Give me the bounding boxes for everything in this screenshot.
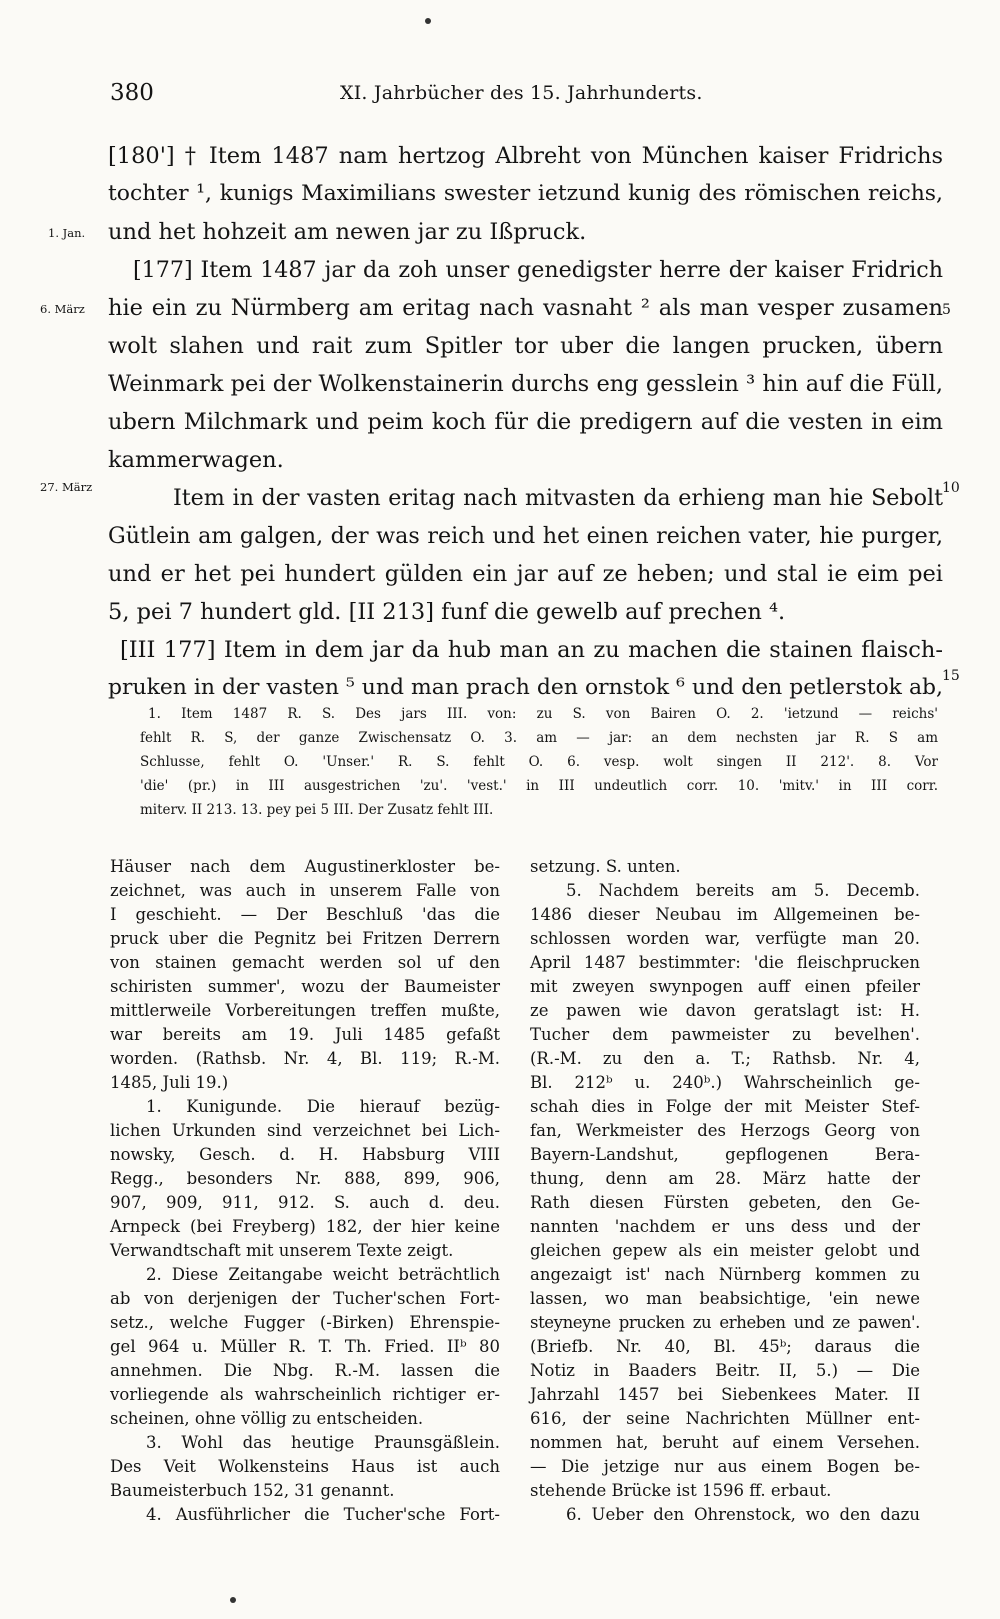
footnote-line: vorliegende als wahrscheinlich richtiger er-	[110, 1385, 500, 1404]
footnote-line: schah dies in Folge der mit Meister Stef-	[530, 1097, 920, 1116]
footnote-line: 4. Ausführlicher die Tucher'sche Fort-	[146, 1505, 500, 1524]
footnote-line: lichen Urkunden sind verzeichnet bei Lich-	[110, 1121, 500, 1140]
footnote-line: schiristen summer', wozu der Baumeister	[110, 977, 500, 996]
footnote-line: 6. Ueber den Ohrenstock, wo den dazu	[566, 1505, 920, 1524]
text-line: Item in der vasten eritag nach mitvasten da erhieng man hie Sebolt	[173, 485, 943, 511]
text-line: [177] Item 1487 jar da zoh unser genedigster herre der kaiser Fridrich	[133, 257, 943, 283]
text-line: wolt slahen und rait zum Spitler tor uber die langen prucken, übern	[108, 333, 943, 359]
footnote-line: Bl. 212ᵇ u. 240ᵇ.) Wahrscheinlich ge-	[530, 1073, 920, 1092]
ink-dot-bottom	[230, 1597, 236, 1603]
text-line: ubern Milchmark und peim koch für die predigern auf die vesten in eim	[108, 409, 943, 435]
footnote-line: 1486 dieser Neubau im Allgemeinen be-	[530, 905, 920, 924]
footnote-line: April 1487 bestimmter: 'die fleischprucken	[530, 953, 920, 972]
line-number: 15	[942, 668, 960, 684]
apparatus-line: 'die' (pr.) in III ausgestrichen 'zu'. 'vest.' in III undeutlich corr. 10. 'mitv.' in III corr.	[140, 778, 938, 794]
text-line: 5, pei 7 hundert gld. [II 213] funf die gewelb auf prechen ⁴.	[108, 599, 786, 625]
footnote-line: 3. Wohl das heutige Praunsgäßlein.	[146, 1433, 500, 1452]
footnote-line: Bayern-Landshut, gepflogenen Bera-	[530, 1145, 920, 1164]
footnote-line: gel 964 u. Müller R. T. Th. Fried. IIᵇ 80	[110, 1337, 500, 1356]
footnote-line: pruck uber die Pegnitz bei Fritzen Derrern	[110, 929, 500, 948]
footnote-line: setz., welche Fugger (-Birken) Ehrenspie-	[110, 1313, 500, 1332]
margin-date: 27. März	[40, 480, 93, 494]
text-line: pruken in der vasten ⁵ und man prach den ornstok ⁶ und den petlerstok ab,	[108, 675, 943, 700]
footnote-line: lassen, wo man beabsichtige, 'ein newe	[530, 1289, 920, 1308]
footnote-line: nowsky, Gesch. d. H. Habsburg VIII	[110, 1145, 500, 1164]
footnote-line: Notiz in Baaders Beitr. II, 5.) — Die	[530, 1361, 920, 1380]
text-line: [180'] † Item 1487 nam hertzog Albreht von München kaiser Fridrichs	[108, 143, 943, 169]
footnote-line: 907, 909, 911, 912. S. auch d. deu.	[110, 1193, 500, 1212]
margin-date: 6. März	[40, 302, 85, 316]
footnote-line: 1. Kunigunde. Die hierauf bezüg-	[146, 1097, 500, 1116]
line-number: 5	[942, 302, 951, 318]
footnote-line: ab von derjenigen der Tucher'schen Fort-	[110, 1289, 500, 1308]
text-line: [III 177] Item in dem jar da hub man an zu machen die stainen flaisch-	[120, 637, 943, 663]
footnote-line: Des Veit Wolkensteins Haus ist auch	[110, 1457, 500, 1476]
footnote-line: Verwandtschaft mit unserem Texte zeigt.	[110, 1241, 454, 1260]
apparatus-line: miterv. II 213. 13. pey pei 5 III. Der Zusatz fehlt III.	[140, 802, 494, 818]
footnote-line: steyneyne prucken zu erheben und ze pawen'.	[530, 1313, 920, 1332]
ink-dot-top	[425, 18, 431, 24]
text-line: Weinmark pei der Wolkenstainerin durchs eng gesslein ³ hin auf die Füll,	[108, 371, 943, 397]
footnote-line: Rath diesen Fürsten gebeten, den Ge-	[530, 1193, 920, 1212]
footnote-line: mittlerweile Vorbereitungen treffen mußte,	[110, 1001, 500, 1020]
footnote-line: zeichnet, was auch in unserem Falle von	[110, 881, 500, 900]
footnote-line: Tucher dem pawmeister zu bevelhen'.	[530, 1025, 920, 1044]
footnote-line: — Die jetzige nur aus einem Bogen be-	[530, 1457, 920, 1476]
apparatus-line: 1. Item 1487 R. S. Des jars III. von: zu S. von Bairen O. 2. 'ietzund — reichs'	[148, 706, 938, 722]
footnote-line: angezaigt ist' nach Nürnberg kommen zu	[530, 1265, 920, 1284]
text-line: tochter ¹, kunigs Maximilians swester ietzund kunig des römischen reichs,	[108, 181, 943, 206]
footnote-line: gleichen gepew als ein meister gelobt und	[530, 1241, 920, 1260]
footnote-line: 2. Diese Zeitangabe weicht beträchtlich	[146, 1265, 500, 1284]
footnote-line: 616, der seine Nachrichten Müllner ent-	[530, 1409, 920, 1428]
footnote-line: (R.-M. zu den a. T.; Rathsb. Nr. 4,	[530, 1049, 920, 1068]
footnote-line: setzung. S. unten.	[530, 857, 681, 876]
footnote-line: 5. Nachdem bereits am 5. Decemb.	[566, 881, 920, 900]
text-line: hie ein zu Nürmberg am eritag nach vasnaht ² als man vesper zusamen	[108, 295, 943, 321]
footnote-line: I geschieht. — Der Beschluß 'das die	[110, 905, 500, 924]
footnote-line: scheinen, ohne völlig zu entscheiden.	[110, 1409, 424, 1428]
footnote-line: ze pawen wie davon geratslagt ist: H.	[530, 1001, 920, 1020]
margin-date: 1. Jan.	[48, 226, 86, 240]
page-header	[110, 80, 955, 110]
apparatus-line: fehlt R. S, der ganze Zwischensatz O. 3. am — jar: an dem nechsten jar R. S am	[140, 730, 938, 746]
footnote-line: fan, Werkmeister des Herzogs Georg von	[530, 1121, 920, 1140]
text-line: Gütlein am galgen, der was reich und het einen reichen vater, hie purger,	[108, 523, 943, 549]
footnote-line: Arnpeck (bei Freyberg) 182, der hier keine	[110, 1217, 500, 1236]
footnote-line: schlossen worden war, verfügte man 20.	[530, 929, 920, 948]
footnote-line: Häuser nach dem Augustinerkloster be-	[110, 857, 500, 876]
footnote-line: mit zweyen swynpogen auff einen pfeiler	[530, 977, 920, 996]
running-title: XI. Jahrbücher des 15. Jahrhunderts.	[340, 82, 703, 104]
text-line: und er het pei hundert gülden ein jar auf ze heben; und stal ie eim pei	[108, 561, 943, 587]
footnote-line: war bereits am 19. Juli 1485 gefaßt	[110, 1025, 500, 1044]
footnote-line: nommen hat, beruht auf einem Versehen.	[530, 1433, 920, 1452]
text-line: und het hohzeit am newen jar zu Ißpruck.	[108, 219, 587, 245]
footnote-line: thung, denn am 28. März hatte der	[530, 1169, 920, 1188]
page-number: 380	[110, 80, 154, 106]
text-line: kammerwagen.	[108, 447, 284, 473]
footnote-line: Baumeisterbuch 152, 31 genannt.	[110, 1481, 395, 1500]
footnote-line: Regg., besonders Nr. 888, 899, 906,	[110, 1169, 500, 1188]
footnote-line: worden. (Rathsb. Nr. 4, Bl. 119; R.-M.	[110, 1049, 500, 1068]
footnote-line: von stainen gemacht werden sol uf den	[110, 953, 500, 972]
line-number: 10	[942, 480, 960, 496]
footnote-line: annehmen. Die Nbg. R.-M. lassen die	[110, 1361, 500, 1380]
footnote-line: 1485, Juli 19.)	[110, 1073, 229, 1092]
footnote-line: nannten 'nachdem er uns dess und der	[530, 1217, 920, 1236]
footnote-line: Jahrzahl 1457 bei Siebenkees Mater. II	[530, 1385, 920, 1404]
apparatus-line: Schlusse, fehlt O. 'Unser.' R. S. fehlt O. 6. vesp. wolt singen II 212'. 8. Vor	[140, 754, 938, 770]
footnote-line: (Briefb. Nr. 40, Bl. 45ᵇ; daraus die	[530, 1337, 920, 1356]
footnote-line: stehende Brücke ist 1596 ff. erbaut.	[530, 1481, 832, 1500]
